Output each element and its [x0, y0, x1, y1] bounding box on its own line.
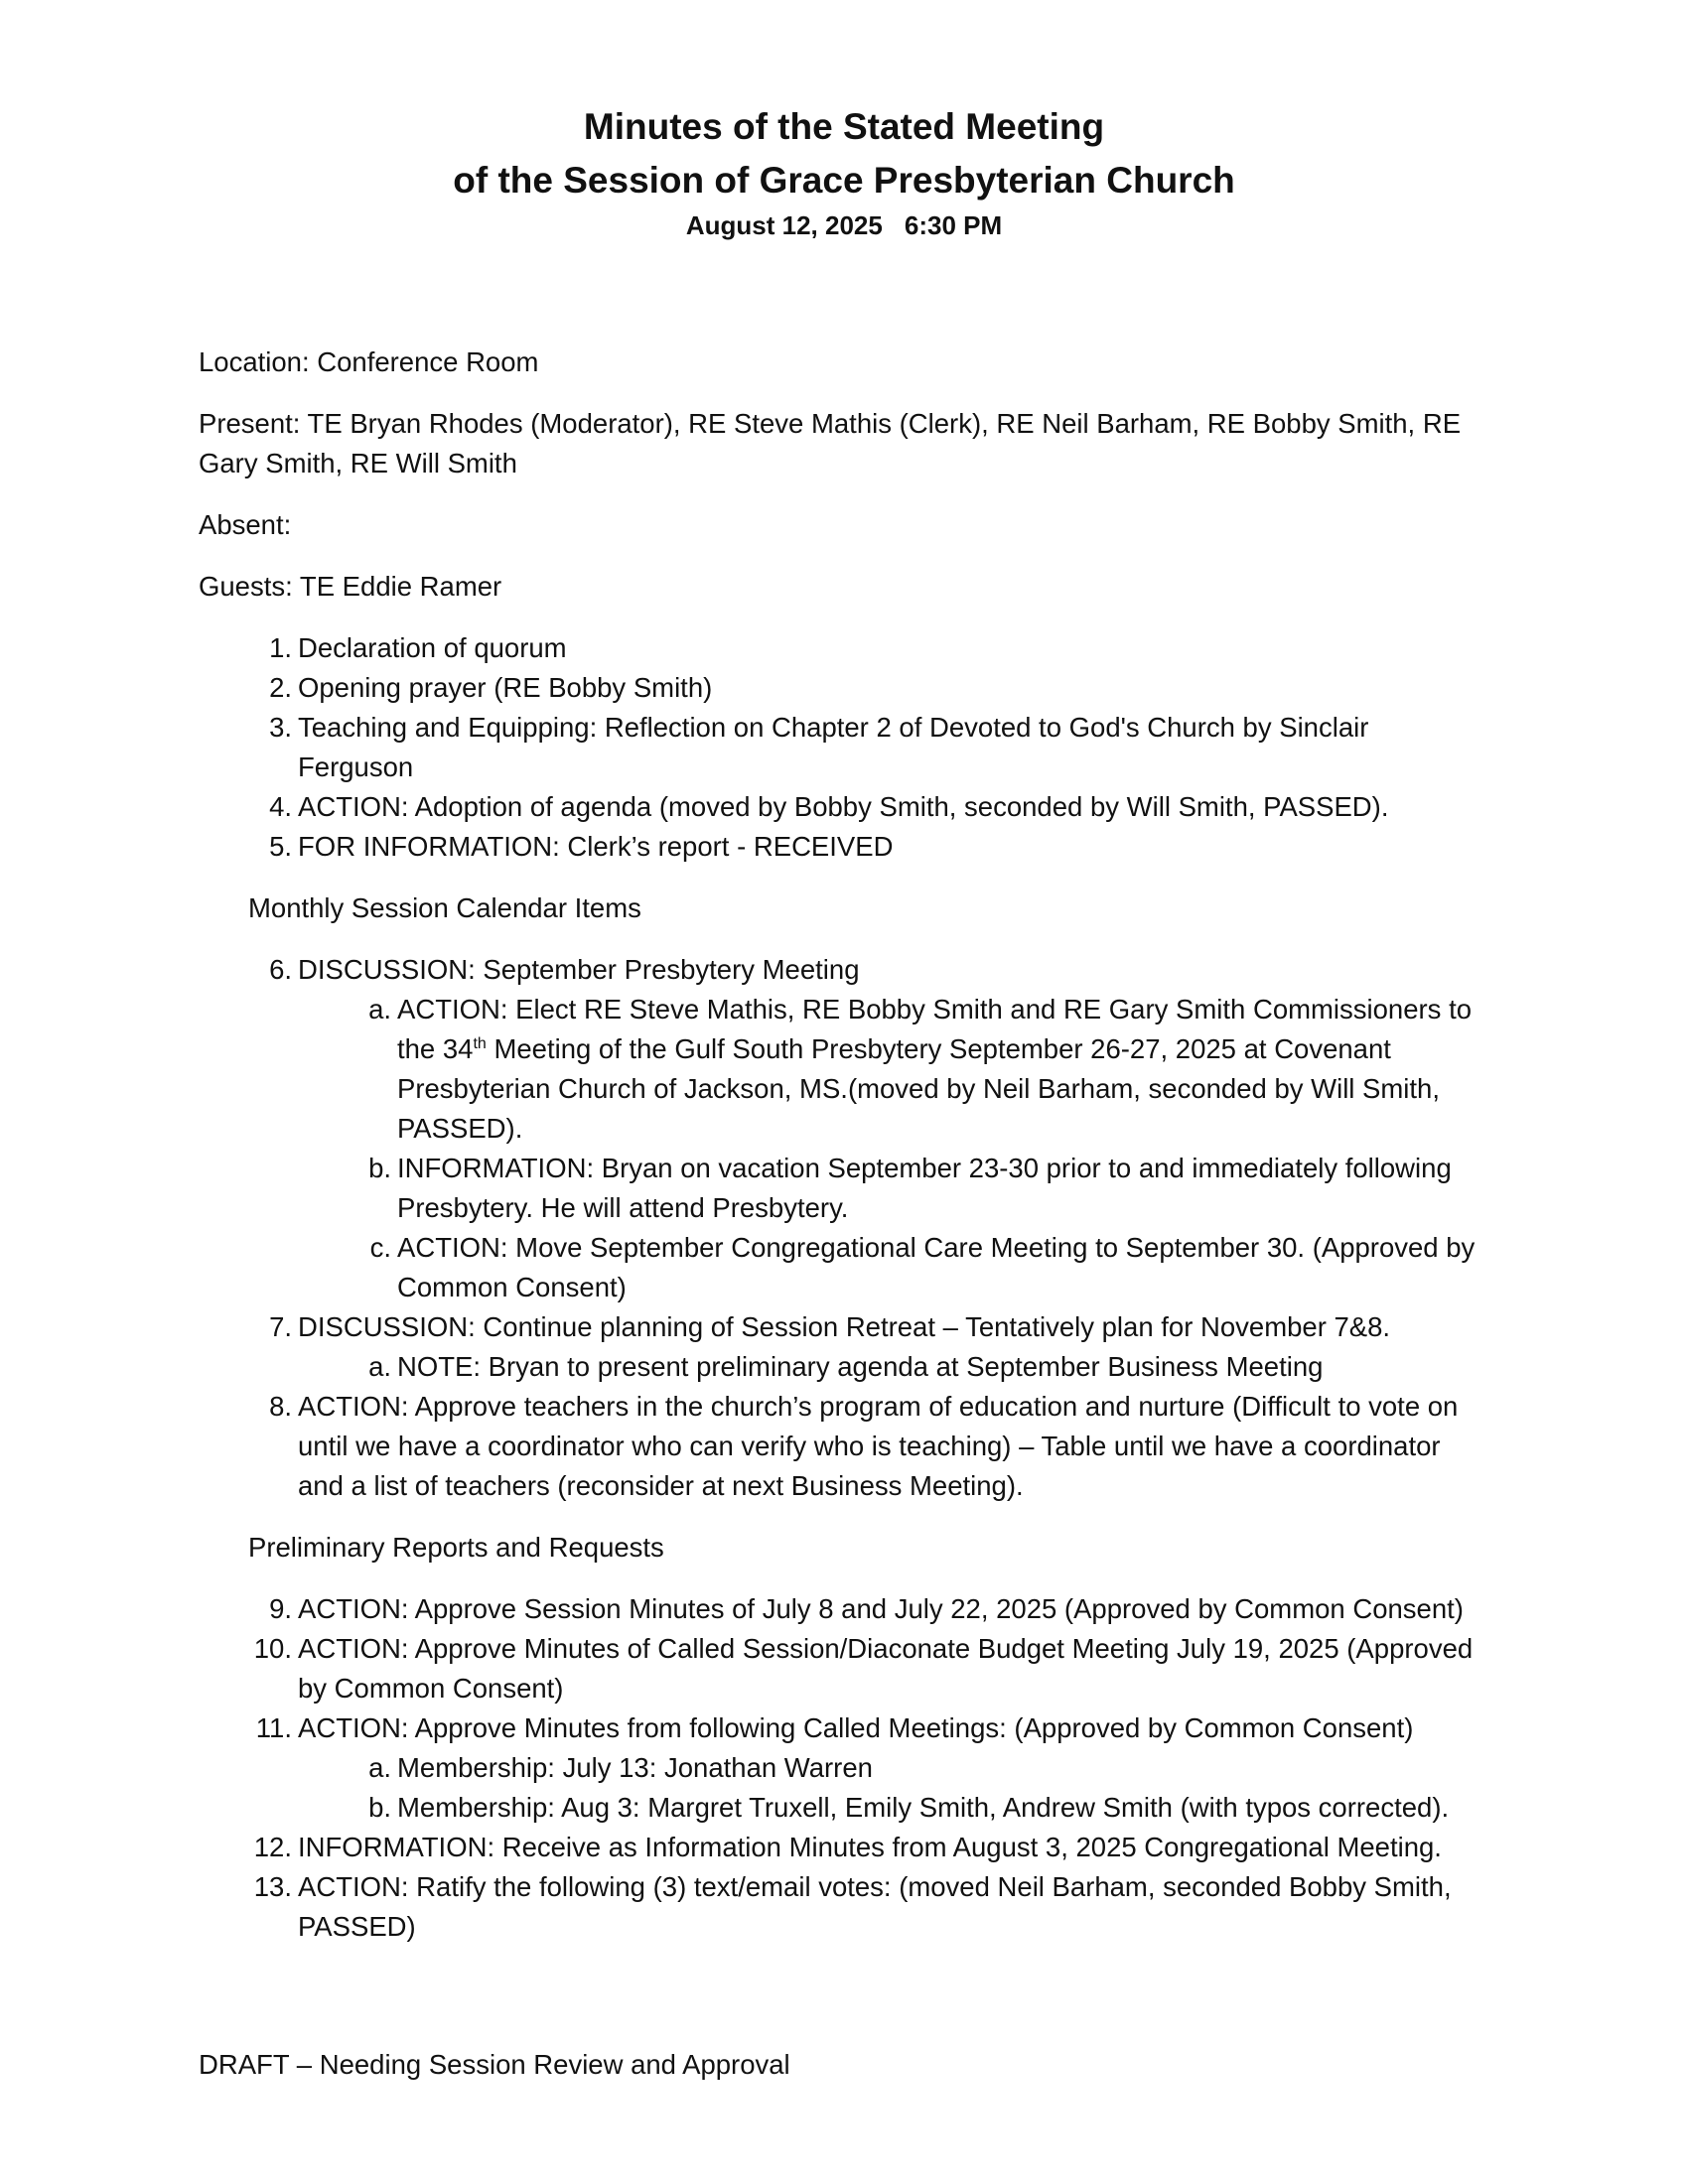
item-text: ACTION: Approve teachers in the church’s program of education and nurture (Difficult to vote on until we have a coordinator who can verify who is teaching) – Table until we have a coordinator and a list of teachers (reconsider at next Business Meeting). [298, 1391, 1459, 1501]
item-text: Opening prayer (RE Bobby Smith) [298, 672, 713, 703]
ordinal-suffix: th [473, 1034, 487, 1052]
item-text: ACTION: Approve Session Minutes of July 8 and July 22, 2025 (Approved by Common Consent) [298, 1593, 1464, 1624]
list-item [199, 950, 1489, 990]
list-item [199, 787, 1489, 827]
item-text: Declaration of quorum [298, 632, 567, 663]
sub-item-letter: a. [368, 1351, 391, 1382]
draft-footer: DRAFT – Needing Session Review and Approval [199, 2049, 790, 2080]
guests-line: Guests: TE Eddie Ramer [199, 571, 502, 602]
sub-item-letter: b. [368, 1153, 391, 1183]
item-number: 2. [269, 672, 292, 703]
list-item [199, 1828, 1489, 1867]
sub-item-letter: c. [369, 1232, 391, 1263]
item-text: DISCUSSION: September Presbytery Meeting [298, 954, 860, 985]
item-text: ACTION: Adoption of agenda (moved by Bobby Smith, seconded by Will Smith, PASSED). [298, 791, 1389, 822]
list-item [199, 827, 1489, 867]
sub-item-letter: b. [368, 1792, 391, 1823]
item-number: 9. [269, 1593, 292, 1624]
meeting-datetime [0, 208, 1688, 242]
list-item [199, 1387, 1489, 1506]
title-line-2: of the Session of Grace Presbyterian Church [453, 160, 1235, 201]
item-number: 11. [255, 1712, 292, 1743]
agenda-list-3 [199, 1589, 1489, 1947]
item-text: Teaching and Equipping: Reflection on Chapter 2 of Devoted to God's Church by Sinclair Ferguson [298, 712, 1369, 782]
list-item [199, 1867, 1489, 1947]
location-line: Location: Conference Room [199, 346, 539, 377]
sub-item-text: Membership: July 13: Jonathan Warren [397, 1752, 873, 1783]
item-text: ACTION: Ratify the following (3) text/email votes: (moved Neil Barham, seconded Bobby Smith, PASSED) [298, 1871, 1452, 1942]
sub-item-text: INFORMATION: Bryan on vacation September 23-30 prior to and immediately following Presbytery. He will attend Presbytery. [397, 1153, 1452, 1223]
sub-item-text: ACTION: Move September Congregational Care Meeting to September 30. (Approved by Common Consent) [397, 1232, 1476, 1302]
sub-item-text: Membership: Aug 3: Margret Truxell, Emily Smith, Andrew Smith (with typos corrected). [397, 1792, 1450, 1823]
item-text: FOR INFORMATION: Clerk’s report - RECEIVED [298, 831, 894, 862]
list-item [199, 1629, 1489, 1708]
agenda-list-2 [199, 950, 1489, 1506]
absent-line: Absent: [199, 509, 292, 540]
item-number: 5. [269, 831, 292, 862]
sub-item [199, 1788, 1489, 1828]
sub-item [199, 990, 1489, 1149]
item-number: 4. [269, 791, 292, 822]
list-item [199, 1589, 1489, 1629]
sub-item [199, 1228, 1489, 1307]
title-line-1: Minutes of the Stated Meeting [583, 106, 1105, 147]
item-number: 12. [253, 1832, 292, 1862]
item-text: INFORMATION: Receive as Information Minutes from August 3, 2025 Congregational Meeting. [298, 1832, 1442, 1862]
sub-item-letter: a. [368, 1752, 391, 1783]
sub-item-text [397, 994, 1472, 1144]
sub-item-text: NOTE: Bryan to present preliminary agenda at September Business Meeting [397, 1351, 1324, 1382]
list-item [199, 628, 1489, 668]
item-number: 8. [269, 1391, 292, 1422]
item-number: 1. [269, 632, 292, 663]
list-item [199, 1307, 1489, 1347]
agenda-list-1 [199, 628, 1489, 867]
item-text: ACTION: Approve Minutes from following Called Meetings: (Approved by Common Consent) [298, 1712, 1414, 1743]
item-number: 13. [253, 1871, 292, 1902]
item-number: 10. [253, 1633, 292, 1664]
sub-item [199, 1149, 1489, 1228]
item-text: DISCUSSION: Continue planning of Session Retreat – Tentatively plan for November 7&8. [298, 1311, 1391, 1342]
list-item [199, 668, 1489, 708]
sub-item-text-part: ACTION: Elect RE Steve Mathis, RE Bobby Smith and RE Gary Smith Commissioners to the 34 [397, 994, 1473, 1064]
sub-item-letter: a. [368, 994, 391, 1024]
sub-item-text-part: Meeting of the Gulf South Presbytery September 26-27, 2025 at Covenant Presbyterian Church of Jackson, MS.(moved by Neil Barham, seconded by Will Smith, PASSED). [397, 1033, 1440, 1144]
item-number: 7. [269, 1311, 292, 1342]
section-heading-calendar: Monthly Session Calendar Items [248, 892, 641, 923]
sub-item [199, 1347, 1489, 1387]
present-line: Present: TE Bryan Rhodes (Moderator), RE Steve Mathis (Clerk), RE Neil Barham, RE Bobby Smith, RE Gary Smith, RE Will Smith [199, 408, 1462, 478]
meeting-date: August 12, 2025 [685, 210, 883, 240]
item-number: 6. [269, 954, 292, 985]
list-item [199, 708, 1489, 787]
item-number: 3. [269, 712, 292, 743]
item-text: ACTION: Approve Minutes of Called Session/Diaconate Budget Meeting July 19, 2025 (Approved by Common Consent) [298, 1633, 1474, 1704]
section-heading-reports: Preliminary Reports and Requests [248, 1532, 664, 1563]
sub-item [199, 1748, 1489, 1788]
minutes-body [199, 342, 1489, 1947]
list-item [199, 1708, 1489, 1748]
meeting-time: 6:30 PM [904, 210, 1003, 240]
